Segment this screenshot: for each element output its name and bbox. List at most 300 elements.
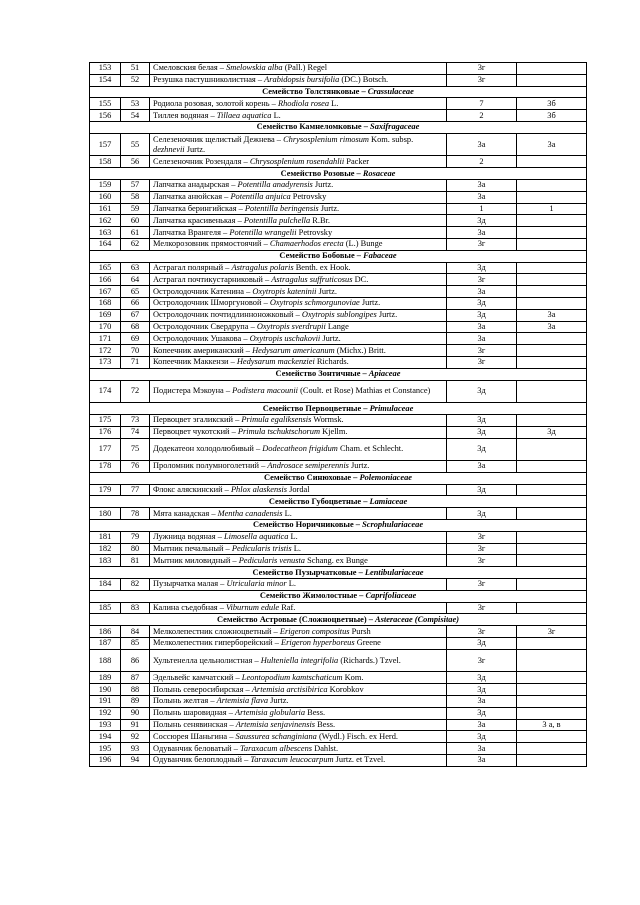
- family-name: [90, 567, 587, 579]
- species-row: [90, 98, 587, 110]
- species-russian-name: Селезеночник щелистый Дежнева –: [153, 134, 284, 144]
- species-name: [150, 731, 447, 743]
- species-russian-name: Соссюрея Шаньгина –: [153, 731, 236, 741]
- species-latin-name: Oxytropis schmorgunoviae: [269, 298, 360, 308]
- species-row: [90, 215, 587, 227]
- species-author: Packer: [344, 156, 370, 166]
- species-author: Jurtz.: [348, 461, 370, 471]
- group-number: 65: [121, 286, 150, 298]
- species-row: [90, 731, 587, 743]
- status-category-alt: [517, 638, 587, 650]
- species-row: [90, 602, 587, 614]
- overall-number: 175: [90, 414, 121, 426]
- species-latin-name: Artemisia globularia: [235, 708, 306, 718]
- overall-number: 160: [90, 191, 121, 203]
- status-category-alt: [517, 696, 587, 708]
- family-latin-name: Apiaceae: [368, 369, 401, 379]
- species-row: [90, 707, 587, 719]
- status-category: 3г: [447, 579, 517, 591]
- status-category: 3г: [447, 555, 517, 567]
- species-author: Kom. subsp.: [368, 134, 414, 144]
- group-number: 86: [121, 649, 150, 672]
- species-name: [150, 98, 447, 110]
- species-row: [90, 743, 587, 755]
- species-row: [90, 262, 587, 274]
- species-russian-name: Родиола розовая, золотой корень –: [153, 98, 278, 108]
- species-latin-name: Hedysarum americanum: [252, 345, 335, 355]
- species-russian-name: Резушка пастушниколистная –: [153, 75, 265, 85]
- status-category-alt: [517, 380, 587, 403]
- status-category: 3а: [447, 227, 517, 239]
- status-category: 3г: [447, 274, 517, 286]
- species-latin-name: Utricularia minor: [226, 579, 287, 589]
- status-category-alt: 3б: [517, 98, 587, 110]
- species-name: [150, 602, 447, 614]
- species-name: [150, 63, 447, 75]
- group-number: 94: [121, 755, 150, 767]
- family-header-row: [90, 520, 587, 532]
- overall-number: 154: [90, 74, 121, 86]
- status-category-alt: [517, 156, 587, 168]
- species-russian-name: Копеечник американский –: [153, 345, 253, 355]
- group-number: 68: [121, 321, 150, 333]
- status-category: 3а: [447, 179, 517, 191]
- overall-number: 158: [90, 156, 121, 168]
- species-row: [90, 227, 587, 239]
- species-row: [90, 110, 587, 122]
- status-category: 3д: [447, 638, 517, 650]
- overall-number: 177: [90, 438, 121, 461]
- family-name: [90, 168, 587, 180]
- species-russian-name: Мелколепестник сложноцветный –: [153, 626, 280, 636]
- status-category: 3д: [447, 731, 517, 743]
- group-number: 90: [121, 707, 150, 719]
- species-author: Richards.: [314, 357, 349, 367]
- status-category: 3а: [447, 191, 517, 203]
- group-number: 82: [121, 579, 150, 591]
- species-row: [90, 133, 587, 156]
- status-category-alt: [517, 731, 587, 743]
- family-header-row: [90, 403, 587, 415]
- species-name: [150, 626, 447, 638]
- species-row: [90, 191, 587, 203]
- status-category-alt: [517, 461, 587, 473]
- overall-number: 183: [90, 555, 121, 567]
- status-category-alt: [517, 286, 587, 298]
- status-category-alt: [517, 179, 587, 191]
- species-russian-name: Первоцвет эгаликский –: [153, 415, 242, 425]
- species-russian-name: Селезеночник Розендаля –: [153, 156, 250, 166]
- species-name: [150, 309, 447, 321]
- status-category-alt: [517, 238, 587, 250]
- species-name: [150, 638, 447, 650]
- species-author: Petrovsky: [296, 227, 333, 237]
- overall-number: 156: [90, 110, 121, 122]
- family-latin-name: Primulaceae: [369, 403, 414, 413]
- status-category-alt: [517, 297, 587, 309]
- species-row: [90, 238, 587, 250]
- overall-number: 188: [90, 649, 121, 672]
- species-latin-name: Artemisia flava: [216, 696, 269, 706]
- family-header-row: [90, 250, 587, 262]
- status-category-alt: 1: [517, 203, 587, 215]
- species-name: [150, 286, 447, 298]
- species-russian-name: Полынь желтая –: [153, 696, 217, 706]
- family-russian-name: Семейство Пузырчатковые –: [252, 567, 365, 577]
- species-russian-name: Астрагал полярный –: [153, 262, 232, 272]
- family-russian-name: Семейство Норичниковые –: [252, 520, 363, 530]
- group-number: 91: [121, 719, 150, 731]
- overall-number: 157: [90, 133, 121, 156]
- group-number: 76: [121, 461, 150, 473]
- species-author: Jurtz.: [316, 286, 337, 296]
- overall-number: 184: [90, 579, 121, 591]
- species-author: L.: [288, 532, 298, 542]
- group-number: 66: [121, 297, 150, 309]
- species-author: Jurtz.: [312, 180, 334, 190]
- species-name: [150, 215, 447, 227]
- species-table-body: [90, 63, 587, 767]
- group-number: 64: [121, 274, 150, 286]
- family-name: [90, 403, 587, 415]
- species-name: [150, 484, 447, 496]
- species-name: [150, 156, 447, 168]
- family-latin-name: Rosaceae: [362, 168, 396, 178]
- species-latin-name: Potentilla beringensis: [244, 203, 319, 213]
- group-number: 71: [121, 356, 150, 368]
- species-author: Benth. ex Hook.: [293, 262, 351, 272]
- species-latin-name: Potentilla anadyrensis: [237, 180, 313, 190]
- species-author: Kom.: [342, 672, 364, 682]
- overall-number: 182: [90, 543, 121, 555]
- status-category: 3д: [447, 309, 517, 321]
- status-category-alt: 3г: [517, 626, 587, 638]
- species-russian-name: Смеловския белая –: [153, 63, 227, 73]
- species-russian-name: Флокс аляскинский –: [153, 485, 231, 495]
- species-russian-name: Астрагал почтикустарниковый –: [153, 274, 272, 284]
- species-name: [150, 684, 447, 696]
- species-russian-name: Полынь шаровидная –: [153, 708, 235, 718]
- status-category-alt: [517, 333, 587, 345]
- species-latin-name: Podistera macounii: [232, 386, 298, 396]
- overall-number: 178: [90, 461, 121, 473]
- group-number: 92: [121, 731, 150, 743]
- group-number: 80: [121, 543, 150, 555]
- species-latin-name: Taraxacum albescens: [240, 743, 313, 753]
- species-table: [89, 62, 587, 767]
- species-russian-name: Лапчатка Врангеля –: [153, 227, 230, 237]
- family-name: [90, 368, 587, 380]
- status-category: 3г: [447, 238, 517, 250]
- species-row: [90, 508, 587, 520]
- species-row: [90, 484, 587, 496]
- species-name: [150, 203, 447, 215]
- species-russian-name: Лапчатка берингийская –: [153, 203, 245, 213]
- group-number: 55: [121, 133, 150, 156]
- overall-number: 155: [90, 98, 121, 110]
- species-name: [150, 274, 447, 286]
- species-russian-name: Остролодочник Ушакова –: [153, 333, 250, 343]
- species-latin-name: Erigeron hyperboreus: [281, 638, 355, 648]
- species-name: [150, 579, 447, 591]
- species-author: Korobkov: [327, 684, 364, 694]
- status-category-alt: [517, 227, 587, 239]
- status-category: 3д: [447, 438, 517, 461]
- status-category: 3д: [447, 684, 517, 696]
- group-number: 88: [121, 684, 150, 696]
- status-category-alt: [517, 743, 587, 755]
- species-author: L.: [291, 544, 301, 554]
- status-category: 3д: [447, 297, 517, 309]
- species-latin-name: Primula egaliksensis: [241, 415, 312, 425]
- status-category: 7: [447, 98, 517, 110]
- status-category-alt: 3д: [517, 426, 587, 438]
- species-latin-name: Primula tschuktschorum: [237, 427, 321, 437]
- group-number: 52: [121, 74, 150, 86]
- overall-number: 191: [90, 696, 121, 708]
- group-number: 77: [121, 484, 150, 496]
- group-number: 79: [121, 531, 150, 543]
- species-row: [90, 380, 587, 403]
- species-name: [150, 262, 447, 274]
- overall-number: 169: [90, 309, 121, 321]
- species-russian-name: Одуванчик белоплодный –: [153, 755, 251, 765]
- species-author: (Pall.) Regel: [282, 63, 328, 73]
- species-row: [90, 274, 587, 286]
- family-name: [90, 496, 587, 508]
- species-row: [90, 638, 587, 650]
- status-category: 3г: [447, 74, 517, 86]
- species-row: [90, 74, 587, 86]
- group-number: 61: [121, 227, 150, 239]
- species-name: [150, 461, 447, 473]
- species-latin-name: Chamaerhodos erecta: [269, 239, 344, 249]
- species-author: L.: [282, 508, 292, 518]
- status-category-alt: [517, 345, 587, 357]
- family-header-row: [90, 590, 587, 602]
- species-latin-name: Dodecatheon frigidum: [262, 444, 338, 454]
- species-russian-name: Лапчатка анюйская –: [153, 192, 231, 202]
- species-author: L.: [286, 579, 297, 589]
- status-category-alt: [517, 531, 587, 543]
- overall-number: 165: [90, 262, 121, 274]
- species-row: [90, 719, 587, 731]
- overall-number: 153: [90, 63, 121, 75]
- group-number: 56: [121, 156, 150, 168]
- group-number: 84: [121, 626, 150, 638]
- species-name: [150, 719, 447, 731]
- species-row: [90, 179, 587, 191]
- overall-number: 167: [90, 286, 121, 298]
- family-latin-name: Scrophulariaceae: [362, 520, 424, 530]
- group-number: 59: [121, 203, 150, 215]
- species-name: [150, 179, 447, 191]
- group-number: 58: [121, 191, 150, 203]
- species-latin-name: Hulteniella integrifolia: [260, 655, 339, 665]
- species-latin-name: Leontopodium kamtschaticum: [241, 672, 343, 682]
- family-name: [90, 590, 587, 602]
- family-russian-name: Семейство Камнеломковые –: [256, 122, 371, 132]
- species-row: [90, 684, 587, 696]
- species-author: L.: [329, 98, 339, 108]
- species-name: [150, 238, 447, 250]
- family-russian-name: Семейство Жимолостные –: [259, 591, 366, 601]
- family-latin-name: Crassulaceae: [367, 86, 414, 96]
- species-russian-name: Проломник полумноголетний –: [153, 461, 268, 471]
- family-latin-name: Asteraceae (Compisitae): [375, 614, 459, 624]
- overall-number: 186: [90, 626, 121, 638]
- status-category: 1: [447, 203, 517, 215]
- group-number: 89: [121, 696, 150, 708]
- species-russian-name: Первоцвет чукотский –: [153, 427, 238, 437]
- overall-number: 195: [90, 743, 121, 755]
- species-name: [150, 543, 447, 555]
- species-row: [90, 755, 587, 767]
- species-russian-name: Копеечник Маккензи –: [153, 357, 237, 367]
- species-name: [150, 438, 447, 461]
- species-author: Bess.: [305, 708, 326, 718]
- status-category: 3а: [447, 696, 517, 708]
- overall-number: 168: [90, 297, 121, 309]
- species-russian-name: Додекатеон холодолюбивый –: [153, 444, 263, 454]
- species-russian-name: Хультенелла цельнолистная –: [153, 655, 261, 665]
- species-name: [150, 649, 447, 672]
- group-number: 85: [121, 638, 150, 650]
- family-header-row: [90, 168, 587, 180]
- species-russian-name: Мелколепестник гиперборейский –: [153, 638, 282, 648]
- status-category: 3д: [447, 215, 517, 227]
- family-header-row: [90, 86, 587, 98]
- overall-number: 159: [90, 179, 121, 191]
- status-category: 3д: [447, 414, 517, 426]
- status-category-alt: 3а: [517, 309, 587, 321]
- species-row: [90, 696, 587, 708]
- species-author: (Richards.) Tzvel.: [338, 655, 401, 665]
- species-russian-name: Лапчатка красивенькая –: [153, 215, 244, 225]
- status-category: 3г: [447, 649, 517, 672]
- status-category-alt: [517, 649, 587, 672]
- status-category: 3а: [447, 743, 517, 755]
- species-latin-name: Potentilla anjuica: [230, 192, 291, 202]
- family-header-row: [90, 368, 587, 380]
- family-latin-name: Caprifoliaceae: [365, 591, 417, 601]
- family-russian-name: Семейство Астровые (Сложноцветные) –: [217, 614, 376, 624]
- species-name: [150, 426, 447, 438]
- overall-number: 166: [90, 274, 121, 286]
- group-number: 70: [121, 345, 150, 357]
- species-row: [90, 63, 587, 75]
- species-author: Wormsk.: [311, 415, 344, 425]
- species-russian-name: Остролодочник почтидлинноножковый –: [153, 310, 302, 320]
- status-category-alt: [517, 74, 587, 86]
- species-name: [150, 356, 447, 368]
- species-author: R.Br.: [310, 215, 330, 225]
- species-author: Kjellm.: [320, 427, 348, 437]
- group-number: 78: [121, 508, 150, 520]
- species-name: [150, 333, 447, 345]
- species-name: [150, 707, 447, 719]
- group-number: 62: [121, 238, 150, 250]
- species-russian-name: Остролодочник Шморгуновой –: [153, 298, 270, 308]
- status-category: 3д: [447, 707, 517, 719]
- status-category: 3г: [447, 531, 517, 543]
- overall-number: 173: [90, 356, 121, 368]
- species-name: [150, 191, 447, 203]
- status-category-alt: [517, 215, 587, 227]
- species-row: [90, 309, 587, 321]
- status-category: 3д: [447, 672, 517, 684]
- overall-number: 162: [90, 215, 121, 227]
- overall-number: 163: [90, 227, 121, 239]
- family-name: [90, 614, 587, 626]
- group-number: 60: [121, 215, 150, 227]
- species-russian-name: Лужница водяная –: [153, 532, 224, 542]
- group-number: 69: [121, 333, 150, 345]
- family-russian-name: Семейство Губоцветные –: [268, 496, 370, 506]
- status-category: 3а: [447, 719, 517, 731]
- species-russian-name: Мытник печальный –: [153, 544, 232, 554]
- species-row: [90, 461, 587, 473]
- group-number: 74: [121, 426, 150, 438]
- species-latin-name: Chrysosplenium rosendahlii: [249, 156, 345, 166]
- status-category: 3д: [447, 426, 517, 438]
- overall-number: 192: [90, 707, 121, 719]
- species-author: L.: [271, 110, 281, 120]
- status-category: 3г: [447, 345, 517, 357]
- status-category: 2: [447, 156, 517, 168]
- species-latin-name: Astragalus suffruticosus: [271, 274, 353, 284]
- overall-number: 161: [90, 203, 121, 215]
- species-russian-name: Пузырчатка малая –: [153, 579, 227, 589]
- overall-number: 193: [90, 719, 121, 731]
- status-category: 3а: [447, 321, 517, 333]
- status-category-alt: [517, 602, 587, 614]
- species-author: Jurtz. et Tzvel.: [333, 755, 386, 765]
- species-latin-name: Viburnum edule: [226, 603, 280, 613]
- species-latin-name: Oxytropis uschakovii: [249, 333, 321, 343]
- status-category-alt: [517, 484, 587, 496]
- subspecies-author: Jurtz.: [184, 144, 206, 154]
- overall-number: 179: [90, 484, 121, 496]
- species-author: Bess.: [315, 720, 336, 730]
- species-russian-name: Мелкорозовник прямостоячий –: [153, 239, 270, 249]
- family-russian-name: Семейство Первоцветные –: [262, 403, 370, 413]
- family-header-row: [90, 496, 587, 508]
- species-latin-name: Limosella aquatica: [223, 532, 289, 542]
- group-number: 81: [121, 555, 150, 567]
- species-author: (Michx.) Britt.: [334, 345, 386, 355]
- group-number: 93: [121, 743, 150, 755]
- species-latin-name: Rhodiola rosea: [277, 98, 330, 108]
- species-russian-name: Калина съедобная –: [153, 603, 227, 613]
- status-category: 3д: [447, 380, 517, 403]
- status-category: 3г: [447, 356, 517, 368]
- species-author: Jordal: [287, 485, 310, 495]
- species-russian-name: Мытник миловидный –: [153, 555, 239, 565]
- species-row: [90, 649, 587, 672]
- overall-number: 194: [90, 731, 121, 743]
- species-row: [90, 156, 587, 168]
- species-row: [90, 297, 587, 309]
- species-author: Dahlst.: [312, 743, 339, 753]
- group-number: 51: [121, 63, 150, 75]
- status-category-alt: [517, 555, 587, 567]
- status-category-alt: [517, 63, 587, 75]
- status-category: 3г: [447, 602, 517, 614]
- group-number: 57: [121, 179, 150, 191]
- overall-number: 185: [90, 602, 121, 614]
- overall-number: 190: [90, 684, 121, 696]
